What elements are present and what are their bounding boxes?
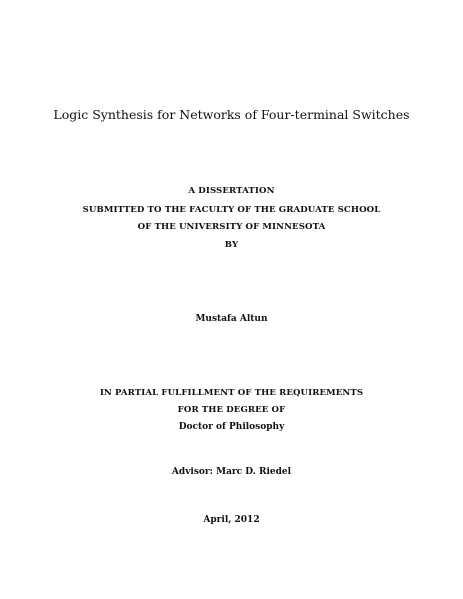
degree-name: Doctor of Philosophy — [178, 422, 285, 432]
requirements-line: IN PARTIAL FULFILLMENT OF THE REQUIREMENTS — [99, 388, 364, 398]
advisor-line: Advisor: Marc D. Riedel — [171, 467, 292, 477]
university-line: OF THE UNIVERSITY OF MINNESOTA — [137, 222, 326, 232]
degree-for-line: FOR THE DEGREE OF — [177, 405, 286, 415]
dissertation-title: Logic Synthesis for Networks of Four-terminal Switches — [53, 107, 410, 122]
author-name: Mustafa Altun — [195, 314, 268, 324]
dissertation-label: A DISSERTATION — [188, 186, 275, 196]
submission-line: SUBMITTED TO THE FACULTY OF THE GRADUATE SCHOOL — [82, 205, 381, 215]
by-line: BY — [224, 240, 239, 250]
submission-date: April, 2012 — [203, 515, 260, 525]
